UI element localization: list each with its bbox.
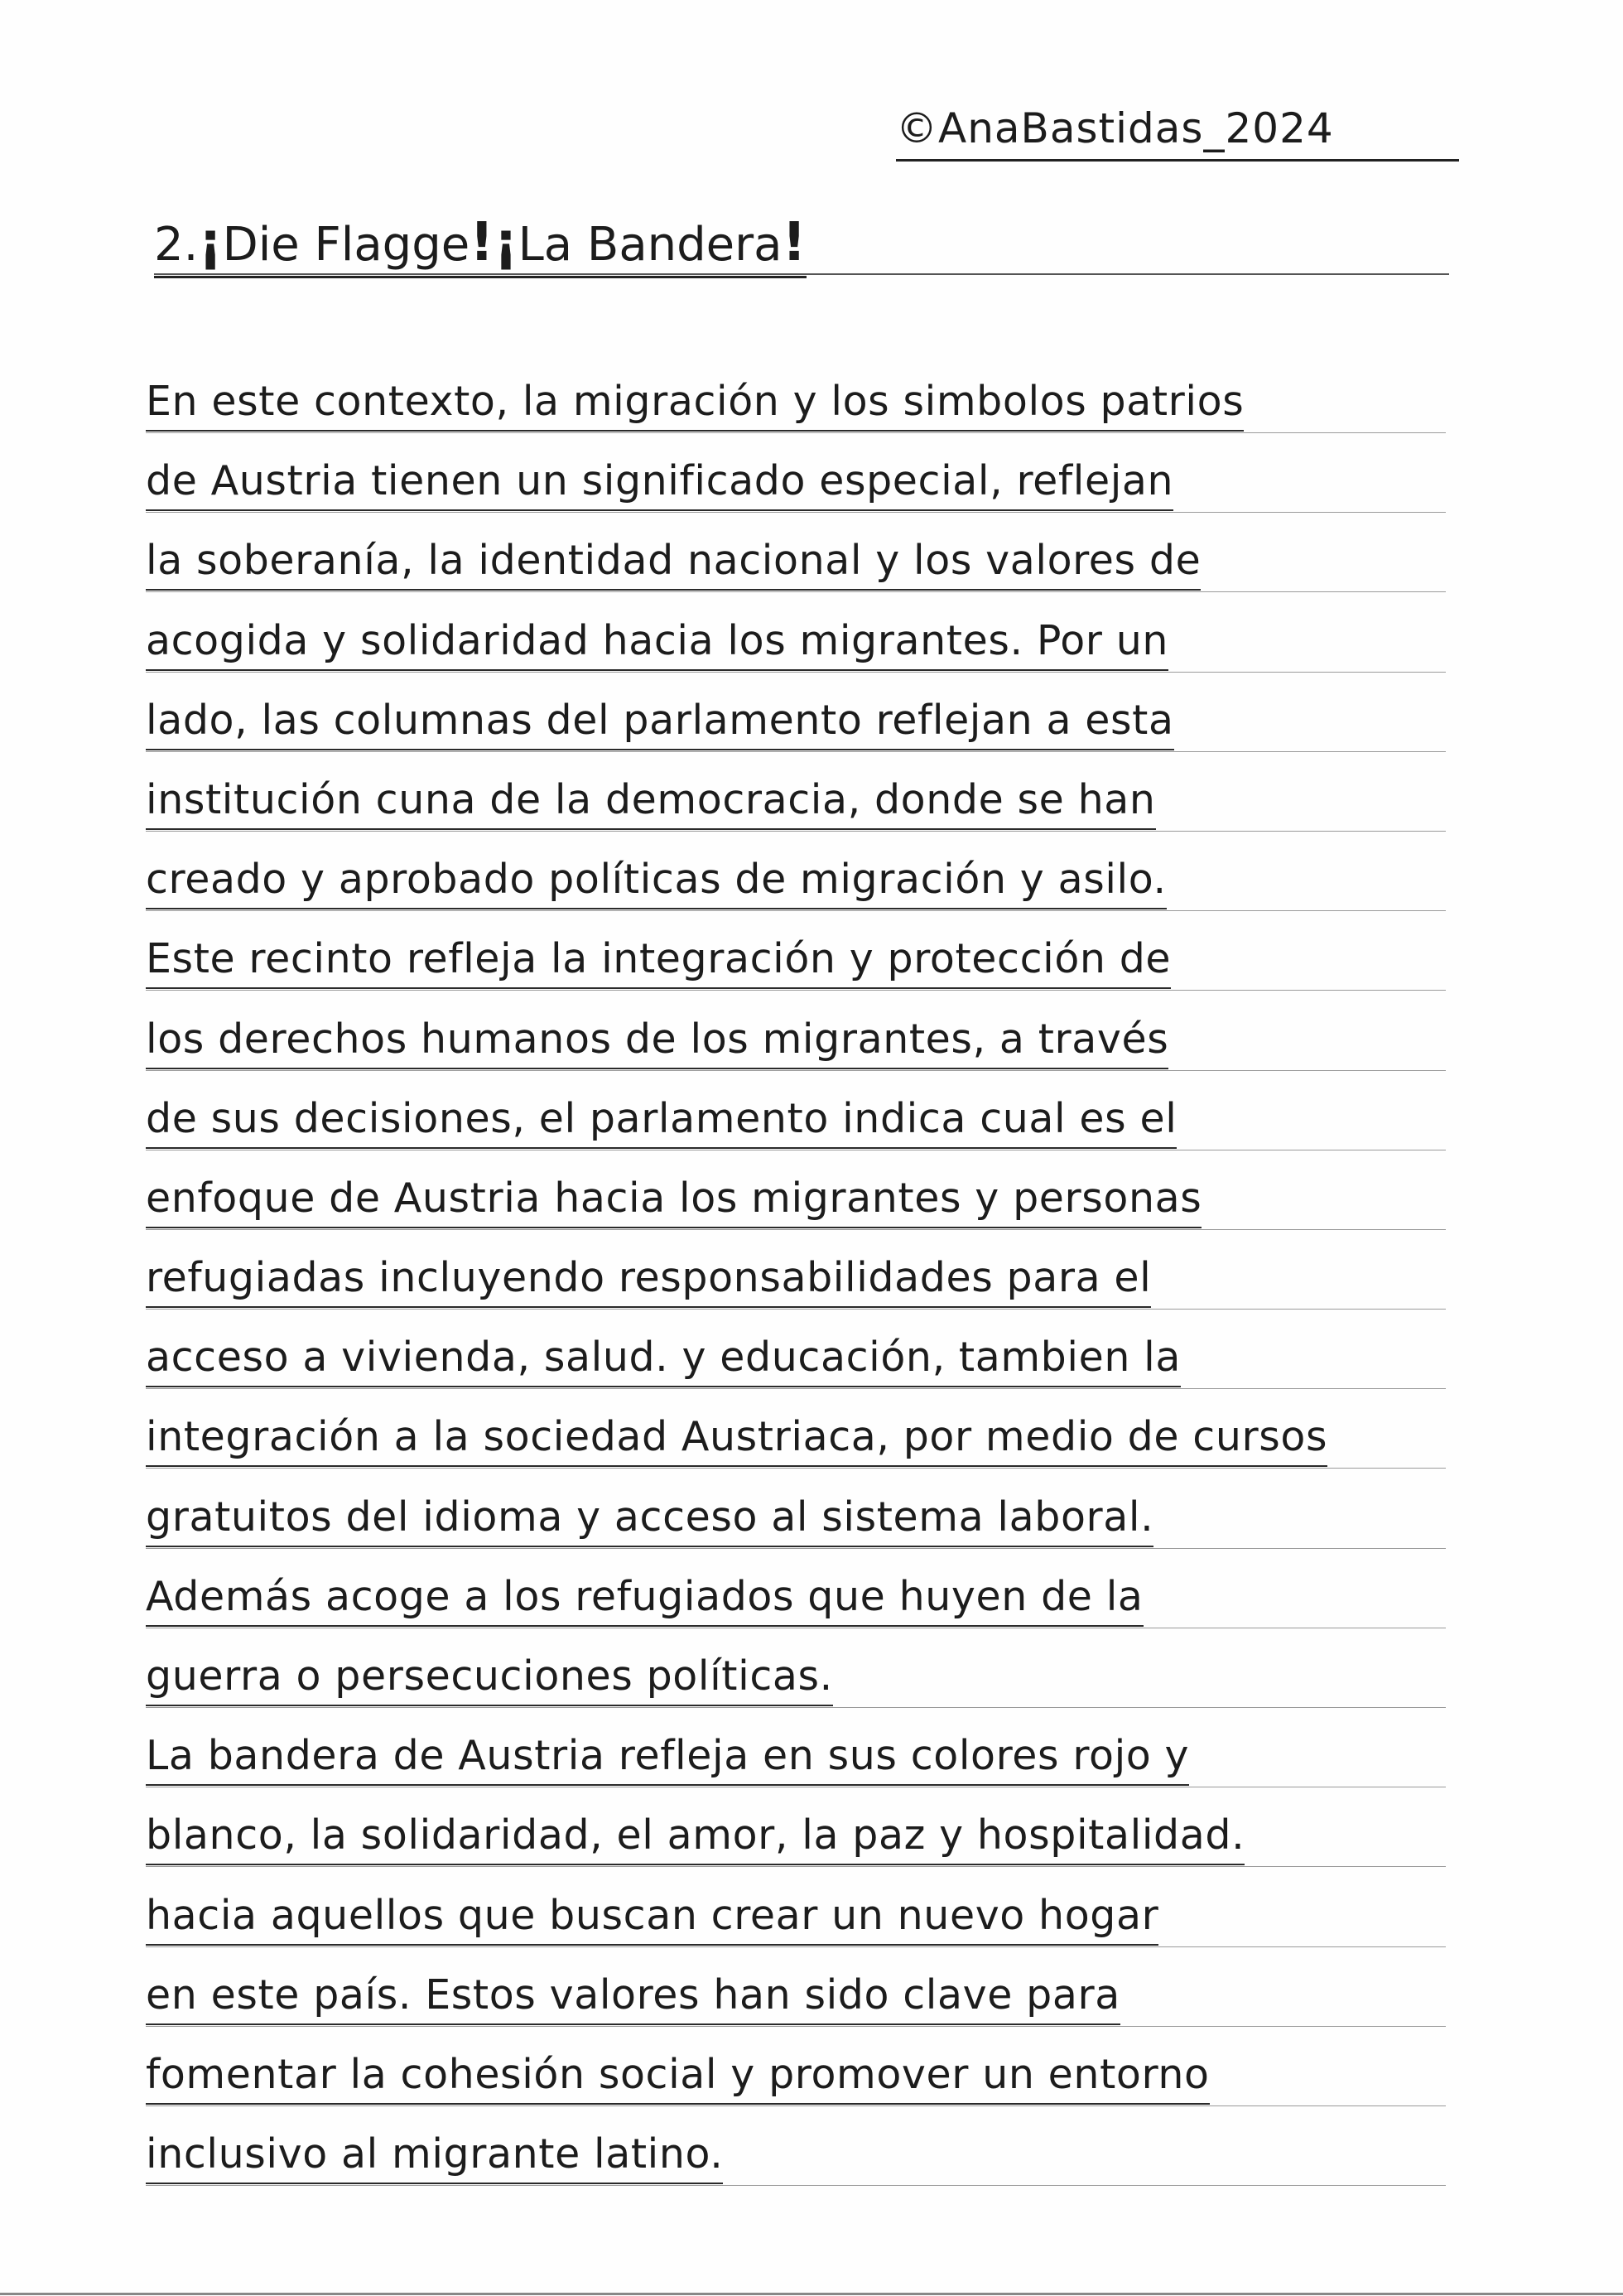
- text-line: [146, 1891, 1595, 1970]
- text-line-content: guerra o persecuciones políticas.: [146, 1652, 833, 1706]
- text-line: [146, 775, 1595, 855]
- text-line-content: blanco, la solidaridad, el amor, la paz y hospitalidad.: [146, 1811, 1245, 1865]
- text-line: [146, 934, 1595, 1014]
- title-open-exclamation-1: ¡: [198, 212, 223, 273]
- ruled-line: [146, 1946, 1446, 1947]
- ruled-line: [146, 1468, 1446, 1469]
- text-line-content: refugiadas incluyendo responsabilidades para el: [146, 1253, 1151, 1308]
- ruled-line: [146, 910, 1446, 911]
- text-line-content: acceso a vivienda, salud. y educación, tambien la: [146, 1333, 1181, 1387]
- text-line: [146, 696, 1595, 775]
- text-line-content: creado y aprobado políticas de migración y asilo.: [146, 855, 1167, 909]
- text-line-content: los derechos humanos de los migrantes, a través: [146, 1015, 1168, 1069]
- ruled-line: [146, 1070, 1446, 1071]
- text-line-content: gratuitos del idioma y acceso al sistema laboral.: [146, 1493, 1153, 1547]
- text-line: [146, 1253, 1595, 1333]
- text-line: [146, 616, 1595, 696]
- text-line: [146, 2130, 1595, 2209]
- ruled-line: [146, 2026, 1446, 2027]
- text-line: [146, 1174, 1595, 1253]
- text-line-content: la soberanía, la identidad nacional y los valores de: [146, 536, 1201, 591]
- scan-edge: [0, 2293, 1623, 2295]
- text-line-content: Además acoge a los refugiados que huyen de la: [146, 1572, 1144, 1627]
- ruled-line: [146, 2185, 1446, 2186]
- text-line: [146, 1412, 1595, 1492]
- ruled-line: [146, 512, 1446, 513]
- ruled-line: [146, 990, 1446, 991]
- text-line: [146, 855, 1595, 934]
- text-line: [146, 536, 1595, 615]
- ruled-line: [146, 1229, 1446, 1230]
- text-line: [146, 1493, 1595, 1572]
- title-spanish: La Bandera: [518, 218, 783, 272]
- text-line-content: fomentar la cohesión social y promover un entorno: [146, 2050, 1210, 2105]
- ruled-line: [146, 2105, 1446, 2106]
- page-title: [154, 214, 807, 278]
- title-close-exclamation-2: !: [782, 212, 807, 273]
- text-line: [146, 1970, 1595, 2050]
- title-open-exclamation-2: ¡: [494, 212, 518, 273]
- ruled-line: [146, 1866, 1446, 1867]
- ruled-line: [146, 1309, 1446, 1310]
- text-line: [146, 1731, 1595, 1811]
- ruled-line: [146, 1707, 1446, 1708]
- text-line: [146, 456, 1595, 536]
- text-line-content: de Austria tienen un significado especial, reflejan: [146, 456, 1173, 511]
- text-line-content: hacia aquellos que buscan crear un nuevo hogar: [146, 1891, 1158, 1946]
- text-line-content: La bandera de Austria refleja en sus colores rojo y: [146, 1731, 1189, 1786]
- text-line: [146, 1652, 1595, 1731]
- text-line: [146, 1811, 1595, 1890]
- ruled-line: [146, 1388, 1446, 1389]
- ruled-line: [146, 831, 1446, 832]
- text-line-content: institución cuna de la democracia, donde se han: [146, 775, 1156, 830]
- text-line-content: de sus decisiones, el parlamento indica cual es el: [146, 1094, 1177, 1149]
- ruled-line: [146, 432, 1446, 433]
- ruled-line: [146, 751, 1446, 752]
- text-line-content: acogida y solidaridad hacia los migrantes. Por un: [146, 616, 1168, 671]
- text-line: [146, 1094, 1595, 1174]
- text-line: [146, 1015, 1595, 1094]
- text-line: [146, 377, 1595, 456]
- text-line: [146, 1572, 1595, 1652]
- ruled-line: [146, 1548, 1446, 1549]
- ruled-line: [146, 591, 1446, 592]
- title-row: [154, 210, 1449, 275]
- body-text: [146, 377, 1595, 2209]
- text-line-content: integración a la sociedad Austriaca, por medio de cursos: [146, 1412, 1327, 1467]
- text-line-content: Este recinto refleja la integración y protección de: [146, 934, 1171, 989]
- title-close-exclamation-1: !: [470, 212, 494, 273]
- ruled-line: [146, 672, 1446, 673]
- title-german: Die Flagge: [222, 218, 470, 272]
- copyright-notice: ©AnaBastidas_2024: [896, 98, 1459, 162]
- text-line-content: enfoque de Austria hacia los migrantes y personas: [146, 1174, 1202, 1228]
- title-number: 2.: [154, 218, 199, 272]
- text-line: [146, 2050, 1595, 2130]
- text-line-content: lado, las columnas del parlamento reflejan a esta: [146, 696, 1174, 750]
- text-line-content: inclusivo al migrante latino.: [146, 2130, 723, 2184]
- text-line-content: En este contexto, la migración y los simbolos patrios: [146, 377, 1244, 432]
- text-line: [146, 1333, 1595, 1412]
- text-line-content: en este país. Estos valores han sido clave para: [146, 1970, 1120, 2025]
